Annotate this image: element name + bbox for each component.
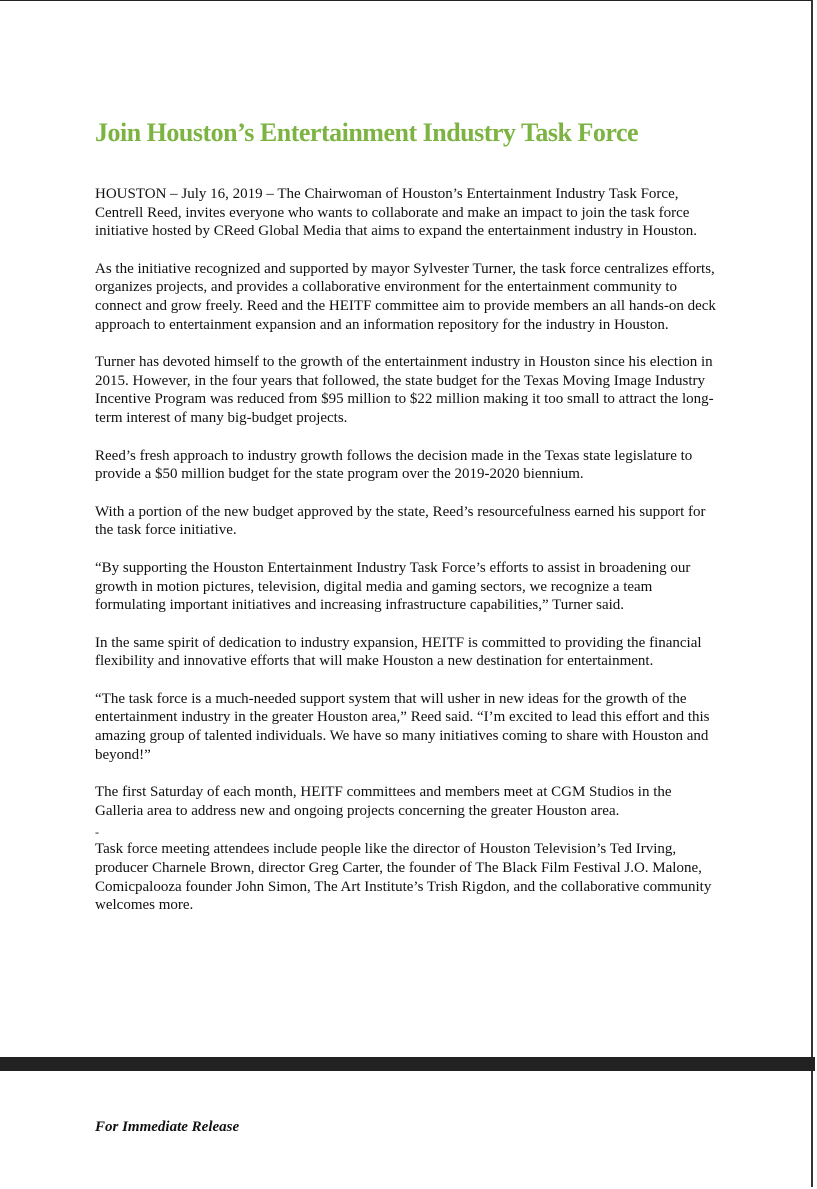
paragraph-budget: Reed’s fresh approach to industry growth follows the decision made in the Texas state legislature to provide a $50 million budget for the state program over the 2019-2020 biennium. bbox=[95, 447, 693, 483]
paragraph-attendees: Task force meeting attendees include people like the director of Houston Television’s Ted Irving, producer Charnele Brown, director Greg Carter, the founder of The Black Film Festival J.O. Malone, Comicpalooza founder John Simon, The Art Institute’s Trish Rigdon, and the collaborative community welcomes more. bbox=[95, 841, 712, 914]
paragraph-intro: HOUSTON – July 16, 2019 – The Chairwoman of Houston’s Entertainment Industry Task Force, Centrell Reed, invites everyone who wants to collaborate and make an impact to join the task force initiative hosted by CReed Global Media that aims to expand the entertainment industry in Houston. bbox=[95, 186, 697, 240]
footer-divider-bar bbox=[0, 1057, 815, 1071]
article-body bbox=[95, 185, 717, 934]
paragraph-turner-quote: “By supporting the Houston Entertainment Industry Task Force’s efforts to assist in broadening our growth in motion pictures, television, digital media and gaming sectors, we recognize a team formulating important initiatives and increasing infrastructure capabilities,” Turner said. bbox=[95, 559, 691, 614]
paragraph-support: With a portion of the new budget approved by the state, Reed’s resourcefulness earned his support for the task force initiative. bbox=[95, 503, 706, 539]
paragraph-meetings: The first Saturday of each month, HEITF committees and members meet at CGM Studios in the Galleria area to address new and ongoing projects concerning the greater Houston area. bbox=[95, 784, 672, 819]
paragraph-reed-quote: “The task force is a much-needed support system that will usher in new ideas for the growth of the entertainment industry in the greater Houston area,” Reed said. “I’m excited to lead this effort and this amazing group of talented individuals. We have so many initiatives coming to share with Houston and beyond!” bbox=[95, 690, 710, 763]
paragraph-turner-growth: Turner has devoted himself to the growth of the entertainment industry in Houston since his election in 2015. However, in the four years that followed, the state budget for the Texas Moving Image Industry Incentive Program was reduced from $95 million to $22 million making it too small to attract the long-term interest of many big-budget projects. bbox=[95, 354, 714, 426]
paragraph-initiative: As the initiative recognized and supported by mayor Sylvester Turner, the task force centralizes efforts, organizes projects, and provides a collaborative environment for the entertainment community to connect and grow freely. Reed and the HEITF committee aim to provide members an all hands-on deck approach to entertainment expansion and an information repository for the industry in Houston. bbox=[95, 260, 716, 333]
stray-dash-mark: - bbox=[95, 825, 99, 840]
page-title: Join Houston’s Entertainment Industry Task Force bbox=[95, 118, 639, 147]
footer-release-label: For Immediate Release bbox=[95, 1119, 240, 1135]
paragraph-dedication: In the same spirit of dedication to industry expansion, HEITF is committed to providing the financial flexibility and innovative efforts that will make Houston a new destination for entertainment. bbox=[95, 634, 702, 670]
